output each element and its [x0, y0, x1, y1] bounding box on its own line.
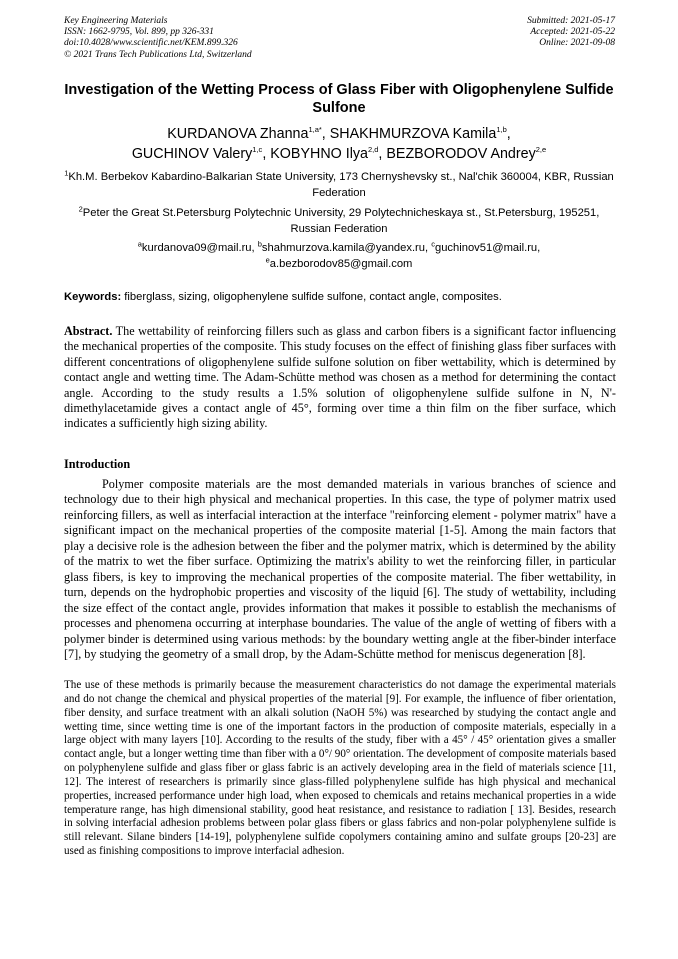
author: KOBYHNO Ilya$^{2,d}$,	[270, 145, 387, 162]
section-heading-introduction: Introduction	[64, 457, 131, 471]
introduction-paragraph: Polymer composite materials are the most demanded materials in various branches of science and technology due to their high physical and mechanical properties. In this case, the type of polymer matrix used reinforcing fillers, as well as interfacial interaction at the interface "reinforcing element - polymer matrix" have a significant impact on the mechanical properties of the composite material [1-5]. Among the main factors that play a decisive role is the adhesion between the fiber and the polymer matrix, which is determined by the ability of the matrix to wet the fiber surface. Optimizing the matrix's ability to wet the reinforcing filler, in particular glass fibers, is key to improving the mechanical properties of the composite material. The fiber wettability, in turn, depends on the hydrophobic properties and viscosity of the liquid [6]. The study of wettability, including the size effect of the contact angle, provides information that makes it possible to establish the mechanisms of processes and phenomena occurring at interphase boundaries. The value of the angle of wetting of fibers with a polymer binder is determined using various methods: by the boundary wetting angle at the fiber-binder interface [7], by studying the geometry of a small drop, by the Adam-Schütte method for meniscus degeneration [8].	[64, 477, 616, 661]
online-date: Online: 2021-09-08	[539, 38, 615, 49]
author-list	[60, 124, 618, 164]
email-link[interactable]: $^e$a.bezborodov85@gmail.com	[265, 254, 413, 270]
submitted-date: Submitted: 2021-05-17	[527, 16, 615, 26]
journal-name: Key Engineering Materials	[64, 16, 168, 26]
abstract-label: Abstract.	[64, 324, 113, 338]
email-link[interactable]: $^c$guchinov51@mail.ru,	[431, 239, 541, 254]
copyright-line: © 2021 Trans Tech Publications Ltd, Switzerland	[64, 49, 252, 60]
email-link[interactable]: $^b$shahmurzova.kamila@yandex.ru,	[257, 239, 432, 254]
doi-line: doi:10.4028/www.scientific.net/KEM.899.326	[64, 38, 238, 49]
issn-line: ISSN: 1662-9795, Vol. 899, pp 326-331	[64, 27, 214, 38]
abstract	[64, 324, 616, 432]
affiliation-1: $^1$Kh.M. Berbekov Kabardino-Balkarian State University, 173 Chernyshevsky st., Nal'chik 360004, KBR, Russian Federation	[64, 168, 614, 199]
accepted-date: Accepted: 2021-05-22	[530, 27, 615, 38]
journal-info	[64, 16, 252, 61]
abstract-text: The wettability of reinforcing fillers such as glass and carbon fibers is a significant factor influencing the mechanical properties of the composite. This study focuses on the effect of finishing glass fiber surfaces with different concentrations of oligophenylene sulfide sulfone solution on fiber wettability, which is determined by contact angle and wetting time. The Adam-Schütte method was chosen as a method for determining the contact angle. According to the study results a 1.5% solution of oligophenylene sulfide sulfone in N, N'-dimethylacetamide gives a contact angle of 45°, forming over time a thin film on the fiber surface, which indicates a sufficiently high sizing ability.	[64, 324, 616, 431]
dates-info	[527, 16, 615, 50]
affiliation-2: $^2$Peter the Great St.Petersburg Polytechnic University, 29 Polytechnicheskaya st., St.Petersburg, 195251, Russian Federation	[78, 204, 600, 235]
author: GUCHINOV Valery$^{1,c}$,	[131, 145, 271, 162]
introduction-paragraph-continued: The use of these methods is primarily because the measurement characteristics do not damage the experimental materials and do not change the chemical and physical properties of the material [9]. For example, the influence of fiber orientation, fiber density, and surface treatment with an alkali solution (NaOH 5%) was researched by studying the contact angle and wetting time, since wetting time is one of the important factors in the production of composite materials, especially in a large object with many layers [10]. According to the results of the study, fiber with a 45° / 45° orientation gives a smaller contact angle, but a longer wetting time than fiber with a 0°/ 90° orientation. The development of composite materials based on polyphenylene sulfide and glass fiber or glass fabric is an actively developing area in the field of materials science [11, 12]. The interest of researchers is primarily since glass-filled polyphenylene sulfide has high physical and mechanical properties, increased performance under high load, when exposed to chemicals and retains mechanical properties in a wide temperature range, has high dimensional stability, good heat resistance, and resistance to radiation [ 13]. Besides, research in solving interfacial adhesion problems between polar glass fibers or glass fabrics and non-polar polyphenylene sulfide is still relevant. Silane binders [14-19], polyphenylene sulfide copolymers containing amino and sulfate groups [20-23] are used as finishing compositions to improve interfacial adhesion.	[64, 679, 616, 858]
author-emails	[60, 241, 618, 272]
author: KURDANOVA Zhanna$^{1,a*}$,	[167, 125, 330, 142]
keywords	[64, 290, 616, 304]
author: SHAKHMURZOVA Kamila$^{1,b}$,	[329, 125, 511, 142]
keywords-label: Keywords:	[64, 291, 122, 303]
author: BEZBORODOV Andrey$^{2,e}$	[386, 145, 547, 162]
keywords-text: fiberglass, sizing, oligophenylene sulfide sulfone, contact angle, composites.	[121, 291, 502, 303]
email-link[interactable]: $^a$kurdanova09@mail.ru,	[137, 239, 258, 254]
paper-title: Investigation of the Wetting Process of Glass Fiber with Oligophenylene Sulfide Sulfone	[64, 82, 614, 116]
